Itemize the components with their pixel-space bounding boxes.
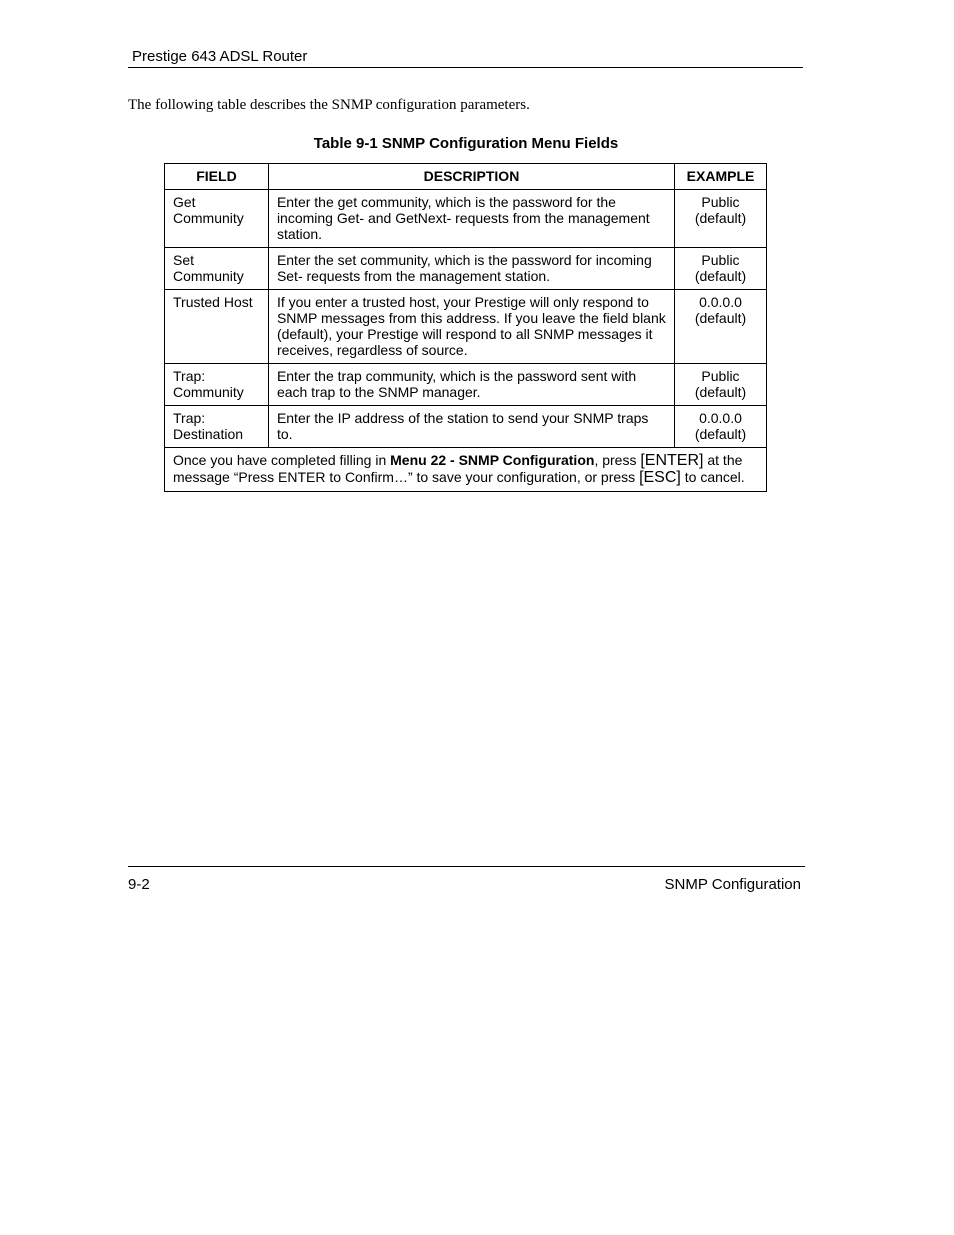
example-note: (default) xyxy=(694,426,747,442)
footer-note-text: at the message “Press ENTER to Confirm…” to save your configuration, or press xyxy=(173,452,743,485)
snmp-fields-table xyxy=(164,163,767,492)
column-header-description: DESCRIPTION xyxy=(268,164,674,190)
example-value: 0.0.0.0 xyxy=(699,294,742,310)
example-cell xyxy=(675,190,767,248)
example-note: (default) xyxy=(694,210,747,226)
example-cell xyxy=(675,364,767,406)
table-row xyxy=(165,190,767,248)
table-footer-note xyxy=(165,448,767,492)
table-caption: Table 9-1 SNMP Configuration Menu Fields xyxy=(313,135,619,152)
footer-section-title: SNMP Configuration xyxy=(664,876,801,893)
running-header-title: Prestige 643 ADSL Router xyxy=(132,48,308,65)
footer-note-text: Once you have completed filling in xyxy=(173,452,391,468)
page-number: 9-2 xyxy=(128,876,150,893)
example-note: (default) xyxy=(694,268,747,284)
example-note: (default) xyxy=(694,384,747,400)
field-cell: Trap: Community xyxy=(165,364,269,406)
column-header-field: FIELD xyxy=(165,164,269,190)
example-value: Public xyxy=(701,194,740,210)
description-cell: Enter the IP address of the station to send your SNMP traps to. xyxy=(268,406,674,448)
example-cell xyxy=(675,406,767,448)
description-cell: Enter the set community, which is the password for incoming Set- requests from the management station. xyxy=(268,248,674,290)
table-row xyxy=(165,290,767,364)
example-value: Public xyxy=(701,368,740,384)
field-cell: Trap: Destination xyxy=(165,406,269,448)
table-row xyxy=(165,406,767,448)
esc-key-label: [ESC] xyxy=(639,469,681,486)
example-value: Public xyxy=(701,252,740,268)
table-footer-row xyxy=(165,448,767,492)
footer-divider xyxy=(128,866,805,867)
field-cell: Get Community xyxy=(165,190,269,248)
footer-note-text: , press xyxy=(594,452,641,468)
table-row xyxy=(165,248,767,290)
description-cell: Enter the trap community, which is the password sent with each trap to the SNMP manager. xyxy=(268,364,674,406)
example-note: (default) xyxy=(694,310,747,326)
enter-key-label: [ENTER] xyxy=(640,452,704,469)
column-header-example: EXAMPLE xyxy=(675,164,767,190)
description-cell: Enter the get community, which is the password for the incoming Get- and GetNext- requests from the management station. xyxy=(268,190,674,248)
footer-note-text: to cancel. xyxy=(680,469,745,485)
description-cell: If you enter a trusted host, your Prestige will only respond to SNMP messages from this address. If you leave the field blank (default), your Prestige will respond to all SNMP messages it receives, regardless of source. xyxy=(268,290,674,364)
table-header-row xyxy=(165,164,767,190)
example-cell xyxy=(675,248,767,290)
field-cell: Trusted Host xyxy=(165,290,269,364)
header-divider xyxy=(128,67,803,68)
menu-name: Menu 22 - SNMP Configuration xyxy=(390,452,595,468)
example-value: 0.0.0.0 xyxy=(699,410,742,426)
table-row xyxy=(165,364,767,406)
field-cell: Set Community xyxy=(165,248,269,290)
example-cell xyxy=(675,290,767,364)
intro-paragraph: The following table describes the SNMP configuration parameters. xyxy=(128,97,530,113)
